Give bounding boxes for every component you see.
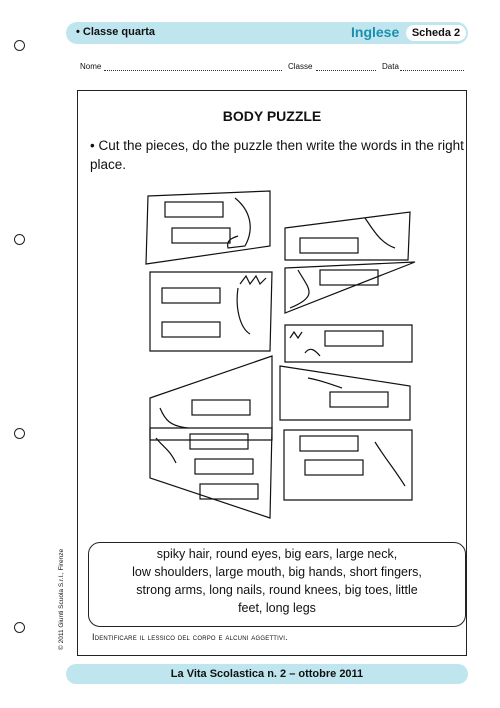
word-bank-line: strong arms, long nails, round knees, big toes, little	[136, 583, 418, 597]
subject-label: Inglese	[351, 24, 400, 40]
arm-drawing	[156, 438, 176, 463]
answer-box	[165, 202, 223, 217]
worksheet-title: BODY PUZZLE	[222, 108, 322, 124]
answer-box	[200, 484, 258, 499]
leg-drawing	[228, 198, 251, 248]
class-label: • Classe quarta	[76, 26, 156, 38]
answer-box	[330, 392, 388, 407]
answer-box	[300, 238, 358, 253]
binder-hole-top	[14, 40, 25, 51]
header-bar	[66, 22, 468, 44]
hand-drawing	[308, 378, 342, 388]
shoulder-drawing	[290, 332, 320, 356]
class-line[interactable]	[316, 70, 376, 71]
puzzle-pieces	[140, 188, 420, 523]
date-label: Data	[382, 62, 399, 71]
answer-box	[300, 436, 358, 451]
binder-hole-upper	[14, 234, 25, 245]
word-bank	[88, 542, 466, 627]
binder-hole-bottom	[14, 622, 25, 633]
toes-drawing	[160, 408, 188, 428]
binder-hole-lower	[14, 428, 25, 439]
answer-box	[162, 288, 220, 303]
answer-box	[192, 400, 250, 415]
word-bank-line: feet, long legs	[238, 601, 316, 615]
puzzle-piece-hand	[280, 366, 410, 420]
sheet-badge: Scheda 2	[406, 25, 466, 41]
word-bank-line: spiky hair, round eyes, big ears, large neck,	[156, 547, 398, 561]
date-line[interactable]	[400, 70, 464, 71]
answer-box	[162, 322, 220, 337]
worksheet-instruction: • Cut the pieces, do the puzzle then write the words in the right place.	[90, 138, 464, 172]
puzzle-piece-head-left	[150, 272, 272, 351]
answer-box	[305, 460, 363, 475]
answer-box	[172, 228, 230, 243]
name-label: Nome	[80, 62, 102, 71]
answer-box	[320, 270, 378, 285]
puzzle-piece-arms-right	[284, 430, 412, 500]
puzzle-piece-arms-left	[150, 428, 272, 518]
answer-box	[195, 459, 253, 474]
copyright-note: © 2011 Giunti Scuola S.r.l., Firenze	[58, 548, 65, 650]
fingers-drawing	[375, 442, 405, 486]
foot-drawing	[365, 218, 395, 248]
answer-box	[325, 331, 383, 346]
neck-drawing	[290, 270, 309, 308]
hair-drawing	[237, 276, 266, 334]
name-line[interactable]	[104, 70, 282, 71]
word-bank-line: low shoulders, large mouth, big hands, short fingers,	[132, 565, 422, 579]
student-fields	[80, 62, 465, 76]
answer-box	[190, 434, 248, 449]
class-field-label: Classe	[288, 62, 313, 71]
learning-objective: Identificare il lessico del corpo e alcuni aggettivi.	[92, 632, 288, 642]
footer-bar: La Vita Scolastica n. 2 – ottobre 2011	[66, 664, 468, 684]
